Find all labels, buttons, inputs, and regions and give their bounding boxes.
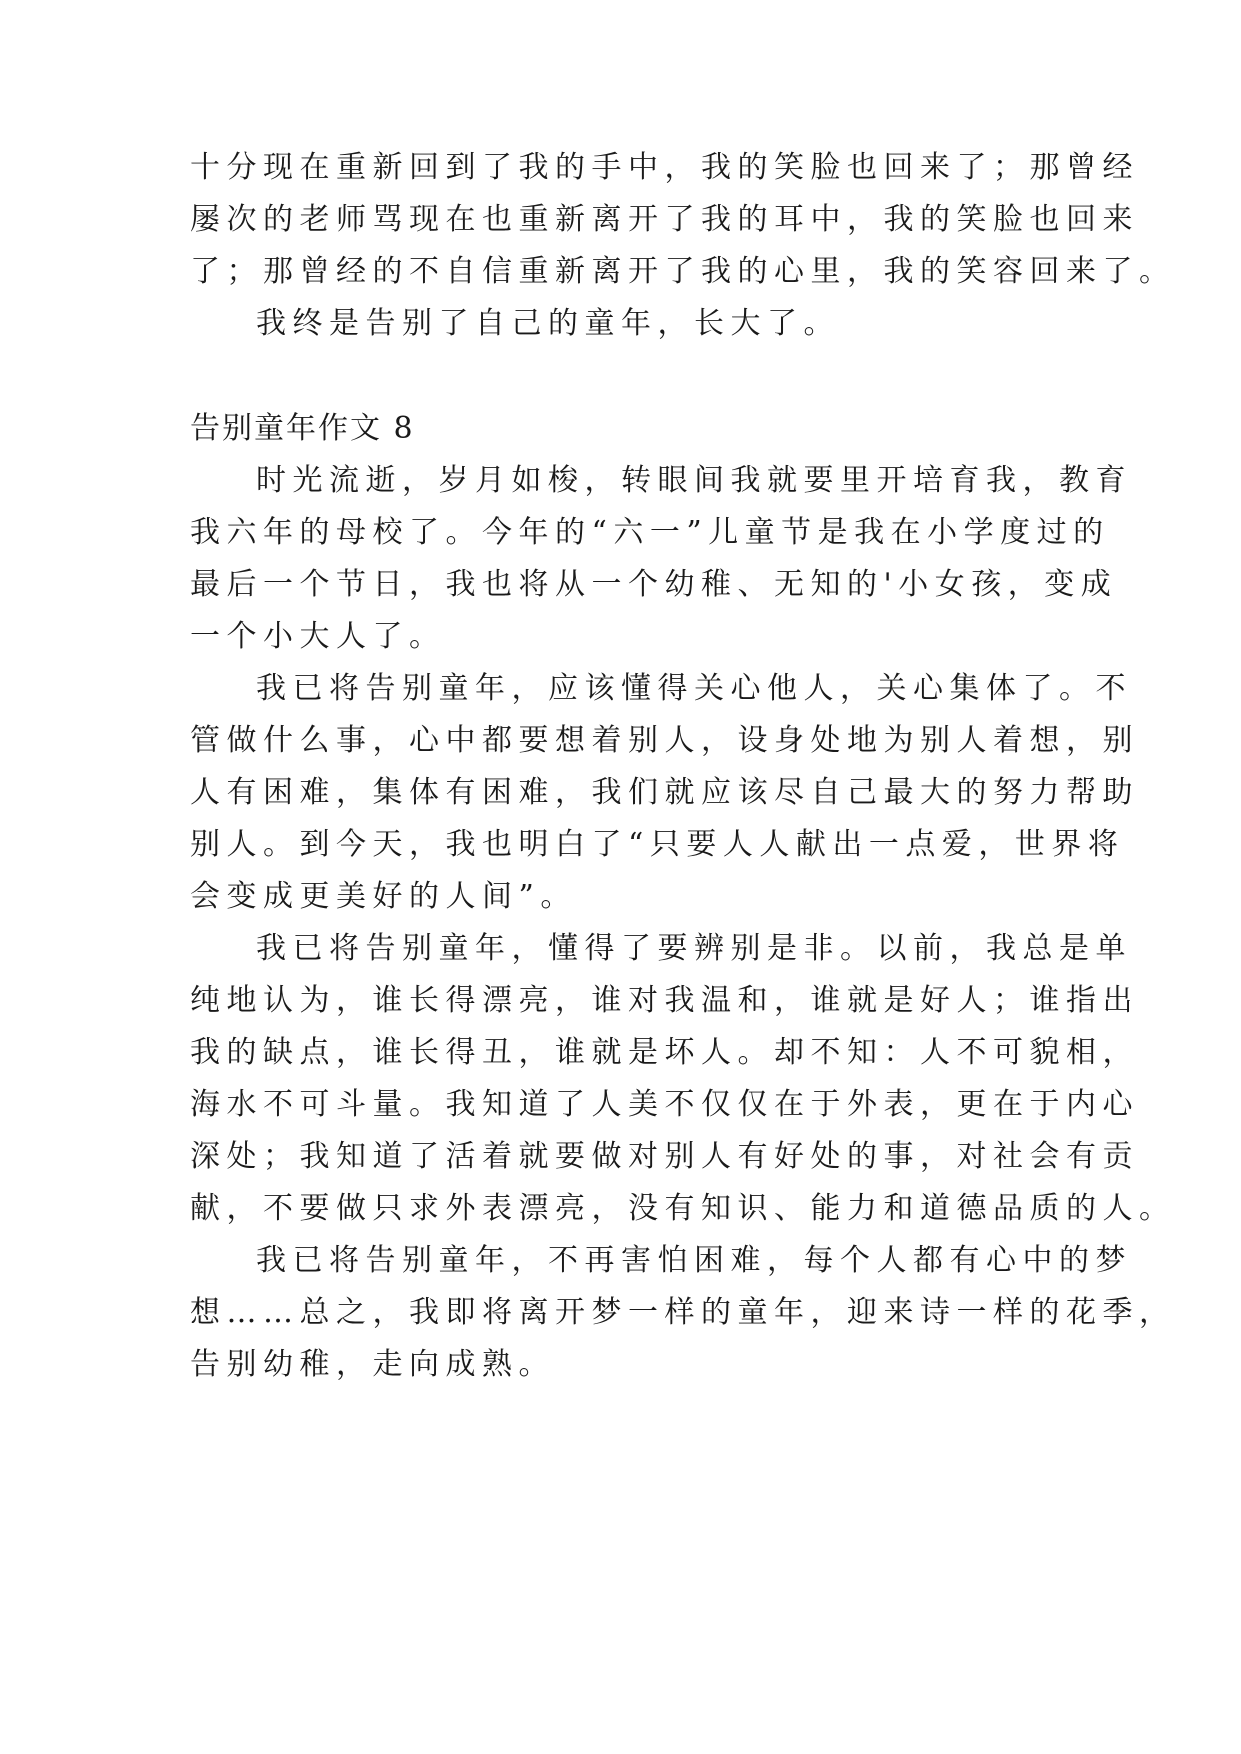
- text-line: 管做什么事，心中都要想着别人，设身处地为别人着想，别: [190, 723, 1139, 758]
- text-line: 屡次的老师骂现在也重新离开了我的耳中，我的笑脸也回来: [190, 202, 1139, 237]
- paragraph-first-line: 我终是告别了自己的童年，长大了。: [256, 306, 840, 341]
- text-line: 十分现在重新回到了我的手中，我的笑脸也回来了；那曾经: [190, 150, 1139, 185]
- paragraph-first-line: 我已将告别童年，不再害怕困难，每个人都有心中的梦: [256, 1243, 1132, 1278]
- text-line: 会变成更美好的人间”。: [190, 879, 577, 914]
- text-line: 献，不要做只求外表漂亮，没有知识、能力和道德品质的人。: [190, 1191, 1176, 1226]
- section-heading: 告别童年作文 8: [190, 411, 415, 446]
- paragraph-first-line: 我已将告别童年，懂得了要辨别是非。以前，我总是单: [256, 931, 1132, 966]
- text-line: 海水不可斗量。我知道了人美不仅仅在于外表，更在于内心: [190, 1087, 1139, 1122]
- text-line: 最后一个节日，我也将从一个幼稚、无知的'小女孩，变成: [190, 567, 1118, 602]
- paragraph-first-line: 时光流逝，岁月如梭，转眼间我就要里开培育我，教育: [256, 463, 1132, 498]
- text-line: 我的缺点，谁长得丑，谁就是坏人。却不知：人不可貌相，: [190, 1035, 1139, 1070]
- text-line: 告别幼稚，走向成熟。: [190, 1347, 555, 1382]
- text-line: 别人。到今天，我也明白了“只要人人献出一点爱，世界将: [190, 827, 1125, 862]
- text-line: 了；那曾经的不自信重新离开了我的心里，我的笑容回来了。: [190, 254, 1176, 289]
- text-line: 纯地认为，谁长得漂亮，谁对我温和，谁就是好人；谁指出: [190, 983, 1139, 1018]
- text-line: 深处；我知道了活着就要做对别人有好处的事，对社会有贡: [190, 1139, 1139, 1174]
- text-line: 我六年的母校了。今年的“六一”儿童节是我在小学度过的: [190, 515, 1110, 550]
- text-line: 一个小大人了。: [190, 619, 446, 654]
- paragraph-first-line: 我已将告别童年，应该懂得关心他人，关心集体了。不: [256, 671, 1132, 706]
- text-line: 想……总之，我即将离开梦一样的童年，迎来诗一样的花季，: [190, 1295, 1176, 1330]
- text-line: 人有困难，集体有困难，我们就应该尽自己最大的努力帮助: [190, 775, 1139, 810]
